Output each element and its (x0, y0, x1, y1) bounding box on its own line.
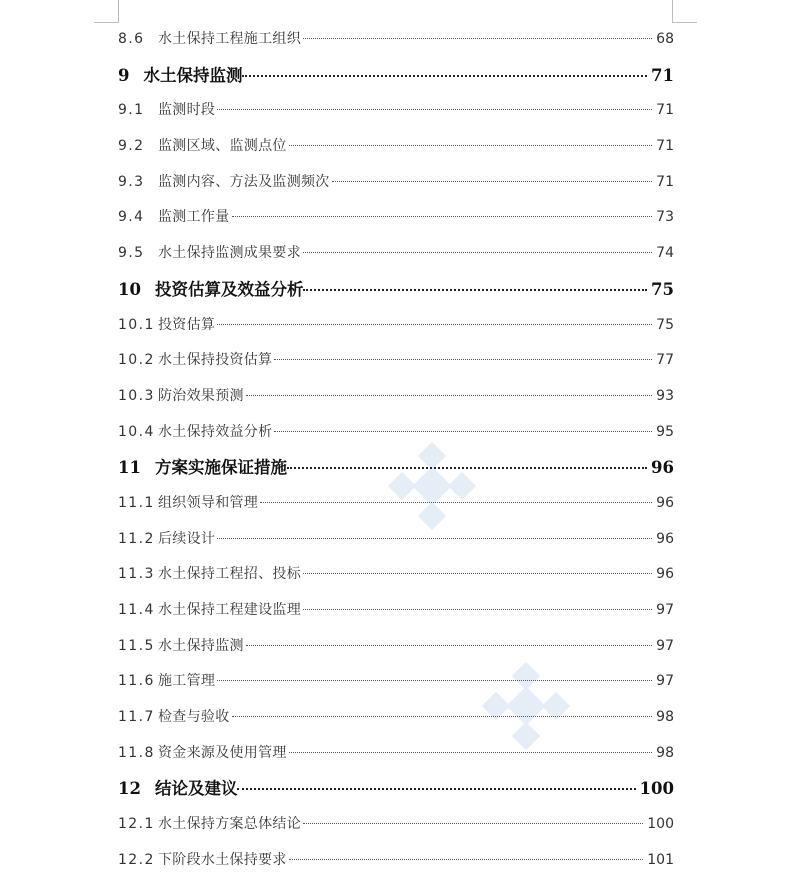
toc-dot-leader (274, 359, 652, 360)
toc-entry-number: 8.6 (118, 31, 145, 47)
toc-entry-number: 9 (118, 65, 130, 85)
toc-chapter-entry[interactable] (118, 272, 674, 308)
toc-section-entry[interactable] (118, 236, 674, 272)
toc-dot-leader (303, 823, 643, 824)
toc-entry-number: 10.4 (118, 423, 155, 440)
toc-dot-leader (287, 467, 647, 469)
toc-entry-number: 9.3 (118, 173, 145, 190)
toc-page-number: 97 (656, 673, 674, 690)
toc-entry-number: 11.2 (118, 530, 155, 547)
toc-entry-title: 监测时段 (158, 102, 216, 119)
toc-entry-title: 监测内容、方法及监测频次 (158, 173, 330, 190)
toc-dot-leader (303, 252, 652, 253)
toc-section-entry[interactable] (118, 522, 674, 558)
toc-dot-leader (260, 502, 652, 503)
toc-page-number: 68 (656, 31, 674, 47)
toc-entry-title: 后续设计 (158, 530, 216, 547)
toc-section-entry[interactable] (118, 343, 674, 379)
toc-entry-title: 结论及建议 (154, 779, 238, 799)
toc-section-entry[interactable] (118, 93, 674, 129)
toc-entry-number: 11.8 (118, 744, 155, 761)
toc-section-entry[interactable] (118, 22, 674, 58)
toc-section-entry[interactable] (118, 415, 674, 451)
toc-entry-title: 水土保持工程建设监理 (158, 602, 301, 618)
toc-entry-number: 11.5 (118, 637, 155, 654)
toc-page-number: 95 (656, 423, 674, 440)
toc-section-entry[interactable] (118, 165, 674, 201)
toc-entry-number: 11.7 (118, 709, 155, 726)
toc-page-number: 74 (656, 245, 674, 262)
toc-section-entry[interactable] (118, 200, 674, 236)
toc-entry-title: 水土保持监测 (158, 637, 244, 654)
toc-entry-title: 监测区域、监测点位 (158, 138, 287, 155)
toc-dot-leader (303, 38, 652, 39)
toc-page-number: 77 (656, 352, 674, 369)
toc-entry-title: 组织领导和管理 (158, 494, 259, 511)
toc-dot-leader (303, 573, 652, 574)
toc-entry-title: 水土保持监测成果要求 (158, 245, 301, 262)
toc-entry-number: 12.1 (118, 816, 155, 833)
toc-entry-title: 资金来源及使用管理 (158, 744, 287, 761)
toc-section-entry[interactable] (118, 486, 674, 522)
toc-dot-leader (217, 109, 652, 110)
crop-mark-top-left (94, 0, 119, 23)
toc-entry-number: 10.1 (118, 316, 155, 333)
toc-page-number: 71 (656, 102, 674, 119)
toc-section-entry[interactable] (118, 379, 674, 415)
toc-page-number: 97 (656, 602, 674, 618)
toc-dot-leader (303, 609, 652, 610)
toc-page-number: 75 (656, 316, 674, 333)
toc-page-number: 101 (647, 851, 674, 868)
toc-entry-number: 12 (118, 779, 141, 799)
toc-entry-title: 下阶段水土保持要求 (158, 851, 287, 868)
toc-entry-title: 防治效果预测 (158, 387, 244, 404)
toc-chapter-entry[interactable] (118, 450, 674, 486)
toc-entry-title: 施工管理 (158, 673, 216, 690)
toc-section-entry[interactable] (118, 807, 674, 843)
toc-section-entry[interactable] (118, 843, 674, 879)
toc-dot-leader (237, 788, 635, 790)
toc-entry-number: 11 (118, 458, 141, 478)
toc-entry-number: 11.4 (118, 602, 155, 618)
toc-page-number: 96 (656, 494, 674, 511)
toc-dot-leader (289, 859, 644, 860)
toc-entry-number: 9.2 (118, 138, 145, 155)
toc-page-number: 98 (656, 709, 674, 726)
toc-page-number: 75 (651, 279, 674, 299)
toc-chapter-entry[interactable] (118, 771, 674, 807)
toc-dot-leader (246, 395, 652, 396)
toc-page-number: 97 (656, 637, 674, 654)
toc-section-entry[interactable] (118, 664, 674, 700)
toc-dot-leader (289, 752, 652, 753)
toc-page-number: 100 (647, 816, 674, 833)
toc-section-entry[interactable] (118, 629, 674, 665)
toc-page-number: 98 (656, 744, 674, 761)
toc-entry-title: 水土保持工程施工组织 (158, 31, 301, 47)
toc-page-number: 71 (651, 65, 674, 85)
toc-page-number: 96 (651, 458, 674, 478)
toc-entry-title: 水土保持方案总体结论 (158, 816, 301, 833)
toc-page-number: 73 (656, 209, 674, 226)
toc-section-entry[interactable] (118, 308, 674, 344)
toc-entry-title: 监测工作量 (158, 209, 230, 226)
crop-mark-top-right (672, 0, 697, 23)
toc-section-entry[interactable] (118, 593, 674, 629)
toc-entry-title: 水土保持工程招、投标 (158, 566, 301, 583)
toc-entry-title: 水土保持投资估算 (158, 352, 273, 369)
toc-dot-leader (246, 645, 652, 646)
toc-page-number: 71 (656, 173, 674, 190)
toc-page-number: 96 (656, 530, 674, 547)
toc-page-number: 71 (656, 138, 674, 155)
toc-entry-number: 9.5 (118, 245, 145, 262)
toc-dot-leader (232, 216, 653, 217)
toc-section-entry[interactable] (118, 129, 674, 165)
toc-dot-leader (217, 680, 652, 681)
toc-dot-leader (217, 324, 652, 325)
toc-entry-number: 11.6 (118, 673, 155, 690)
toc-dot-leader (303, 289, 647, 291)
toc-entry-title: 水土保持监测 (143, 65, 243, 85)
toc-entry-number: 10.2 (118, 352, 155, 369)
toc-dot-leader (332, 181, 653, 182)
toc-dot-leader (232, 716, 653, 717)
toc-entry-title: 投资估算及效益分析 (154, 279, 304, 299)
toc-entry-number: 11.3 (118, 566, 155, 583)
toc-entry-number: 9.4 (118, 209, 145, 226)
table-of-contents (118, 22, 674, 879)
toc-entry-title: 投资估算 (158, 316, 216, 333)
toc-dot-leader (242, 75, 647, 77)
toc-entry-number: 10.3 (118, 387, 155, 404)
toc-page-number: 93 (656, 387, 674, 404)
toc-entry-number: 10 (118, 279, 141, 299)
toc-chapter-entry[interactable] (118, 58, 674, 94)
toc-entry-title: 方案实施保证措施 (154, 458, 287, 478)
toc-dot-leader (274, 431, 652, 432)
toc-dot-leader (289, 145, 652, 146)
toc-entry-title: 检查与验收 (158, 709, 230, 726)
toc-entry-number: 9.1 (118, 102, 145, 119)
toc-page-number: 96 (656, 566, 674, 583)
toc-entry-number: 12.2 (118, 851, 155, 868)
toc-entry-number: 11.1 (118, 494, 155, 511)
toc-page-number: 100 (639, 779, 674, 799)
toc-entry-title: 水土保持效益分析 (158, 423, 273, 440)
toc-section-entry[interactable] (118, 736, 674, 772)
toc-section-entry[interactable] (118, 700, 674, 736)
toc-section-entry[interactable] (118, 557, 674, 593)
toc-dot-leader (217, 538, 652, 539)
